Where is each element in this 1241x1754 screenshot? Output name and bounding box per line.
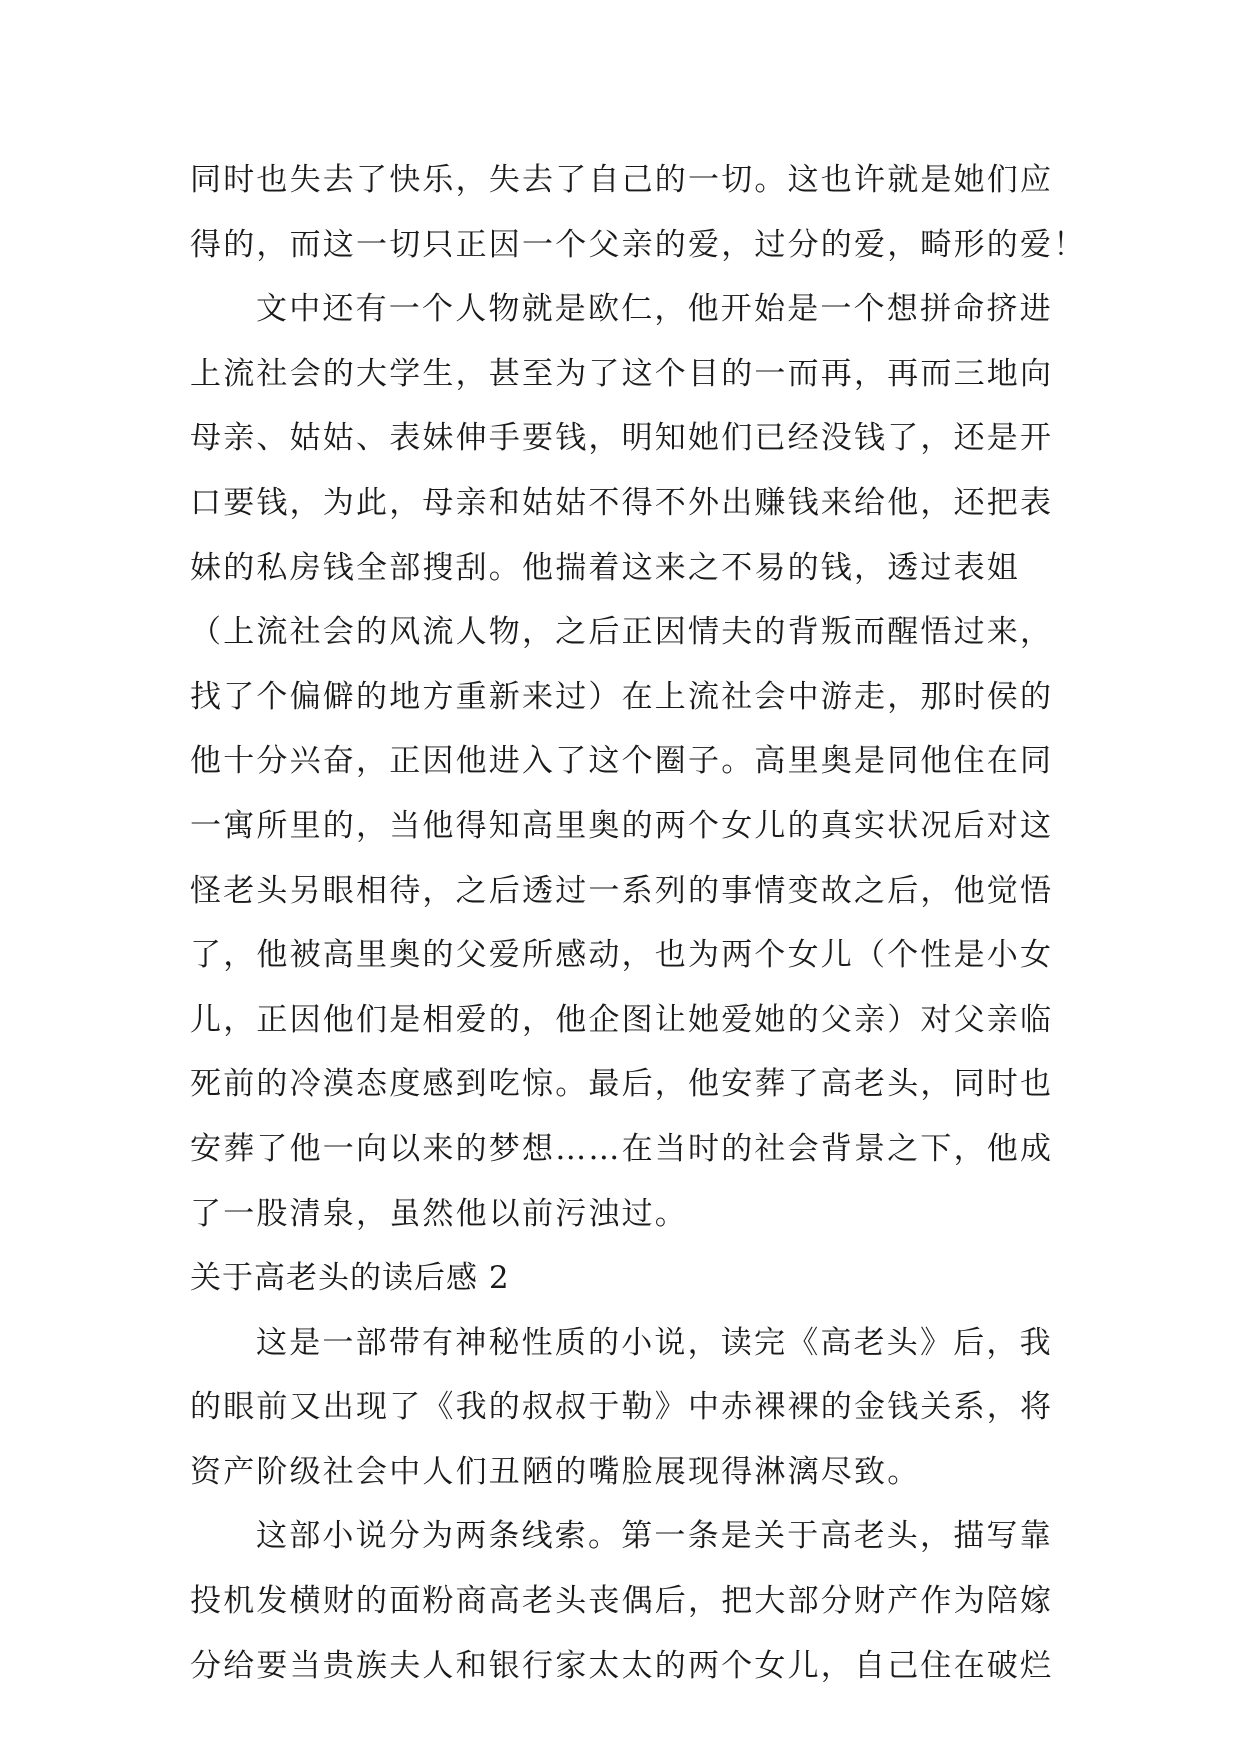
text-line: 找了个偏僻的地方重新来过）在上流社会中游走，那时侯的 <box>190 678 1054 715</box>
paragraph-first-line: 这是一部带有神秘性质的小说，读完《高老头》后，我 <box>256 1324 1053 1361</box>
paragraph-first-line: 这部小说分为两条线索。第一条是关于高老头，描写靠 <box>256 1518 1053 1555</box>
text-line: 分给要当贵族夫人和银行家太太的两个女儿，自己住在破烂 <box>190 1647 1054 1684</box>
text-line: 了一股清泉，虽然他以前污浊过。 <box>190 1195 688 1232</box>
text-line: 妹的私房钱全部搜刮。他揣着这来之不易的钱，透过表姐 <box>190 549 1020 586</box>
text-line: 资产阶级社会中人们丑陋的嘴脸展现得淋漓尽致。 <box>190 1453 921 1490</box>
document-body <box>190 148 1087 1698</box>
text-line: 了，他被高里奥的父爱所感动，也为两个女儿（个性是小女 <box>190 937 1054 974</box>
text-line: 上流社会的大学生，甚至为了这个目的一而再，再而三地向 <box>190 355 1054 392</box>
text-line: 他十分兴奋，正因他进入了这个圈子。高里奥是同他住在同 <box>190 743 1054 780</box>
text-line: 同时也失去了快乐，失去了自己的一切。这也许就是她们应 <box>190 162 1054 198</box>
text-line: 的眼前又出现了《我的叔叔于勒》中赤裸裸的金钱关系，将 <box>190 1389 1054 1426</box>
paragraph-first-line: 文中还有一个人物就是欧仁，他开始是一个想拼命挤进 <box>256 291 1053 328</box>
text-line: 母亲、姑姑、表妹伸手要钱，明知她们已经没钱了，还是开 <box>190 420 1054 457</box>
text-line: 安葬了他一向以来的梦想……在当时的社会背景之下，他成 <box>190 1130 1054 1167</box>
text-line: 口要钱，为此，母亲和姑姑不得不外出赚钱来给他，还把表 <box>190 484 1054 521</box>
text-line: 儿，正因他们是相爱的，他企图让她爱她的父亲）对父亲临 <box>190 1001 1054 1038</box>
text-line: 怪老头另眼相待，之后透过一系列的事情变故之后，他觉悟 <box>190 872 1054 909</box>
text-line: 一寓所里的，当他得知高里奥的两个女儿的真实状况后对这 <box>190 807 1054 844</box>
text-line: 得的，而这一切只正因一个父亲的爱，过分的爱，畸形的爱！ <box>190 226 1087 263</box>
text-line: （上流社会的风流人物，之后正因情夫的背叛而醒悟过来， <box>190 614 1054 651</box>
text-line: 死前的冷漠态度感到吃惊。最后，他安葬了高老头，同时也 <box>190 1066 1054 1103</box>
section-heading: 关于高老头的读后感 2 <box>190 1260 510 1297</box>
text-line: 投机发横财的面粉商高老头丧偶后，把大部分财产作为陪嫁 <box>190 1583 1054 1620</box>
